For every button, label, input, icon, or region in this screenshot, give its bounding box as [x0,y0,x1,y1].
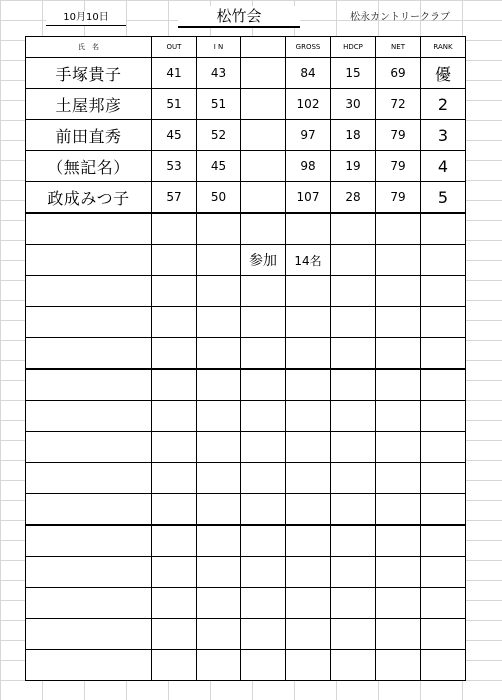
net-score: 79 [376,120,421,151]
player-row [26,182,466,214]
player-row [26,151,466,182]
player-name: 土屋邦彦 [26,89,152,120]
player-row [26,120,466,151]
date-label: 10月10日 [46,11,126,26]
participation-count: 14名 [286,245,331,276]
gross-score: 102 [286,89,331,120]
player-row [26,58,466,89]
rank-value: 2 [421,89,466,120]
col-header-hdcp: HDCP [331,37,376,58]
hdcp-value: 30 [331,89,376,120]
col-header-out: OUT [152,37,197,58]
out-score: 45 [152,120,197,151]
empty-row [26,588,466,619]
col-header-rank: RANK [421,37,466,58]
rank-value: 優 [421,58,466,89]
col-header-gross: GROSS [286,37,331,58]
net-score: 72 [376,89,421,120]
participation-label: 参加 [241,245,286,276]
player-name: 政成みつ子 [26,182,152,214]
empty-row [26,369,466,401]
out-score: 53 [152,151,197,182]
gross-score: 84 [286,58,331,89]
out-score: 57 [152,182,197,214]
blank-cell [241,58,286,89]
gross-score: 98 [286,151,331,182]
out-score: 41 [152,58,197,89]
empty-row [26,525,466,557]
col-header-blank [241,37,286,58]
empty-row [26,338,466,370]
hdcp-value: 15 [331,58,376,89]
hdcp-value: 18 [331,120,376,151]
col-header-name: 氏 名 [26,37,152,58]
in-score: 50 [197,182,241,214]
col-header-in: I N [197,37,241,58]
hdcp-value: 28 [331,182,376,214]
gross-score: 97 [286,120,331,151]
header-row [26,37,466,58]
empty-row [26,463,466,494]
rank-value: 5 [421,182,466,214]
empty-row [26,213,466,245]
player-name: 前田直秀 [26,120,152,151]
in-score: 45 [197,151,241,182]
net-score: 79 [376,151,421,182]
empty-row [26,401,466,432]
hdcp-value: 19 [331,151,376,182]
blank-cell [241,182,286,214]
player-row [26,89,466,120]
col-header-net: NET [376,37,421,58]
empty-row [26,650,466,681]
rank-value: 4 [421,151,466,182]
empty-row [26,619,466,650]
club-name: 松永カントリークラブ [350,12,450,23]
out-score: 51 [152,89,197,120]
empty-row [26,494,466,526]
in-score: 51 [197,89,241,120]
rank-value: 3 [421,120,466,151]
blank-cell [241,120,286,151]
net-score: 69 [376,58,421,89]
participation-row [26,245,466,276]
player-name: （無記名） [26,151,152,182]
in-score: 43 [197,58,241,89]
net-score: 79 [376,182,421,214]
empty-row [26,432,466,463]
page-title: 松竹会 [178,6,300,28]
empty-row [26,276,466,307]
empty-row [26,557,466,588]
player-name: 手塚貴子 [26,58,152,89]
in-score: 52 [197,120,241,151]
empty-row [26,307,466,338]
score-table [25,36,466,681]
blank-cell [241,89,286,120]
gross-score: 107 [286,182,331,214]
blank-cell [241,151,286,182]
